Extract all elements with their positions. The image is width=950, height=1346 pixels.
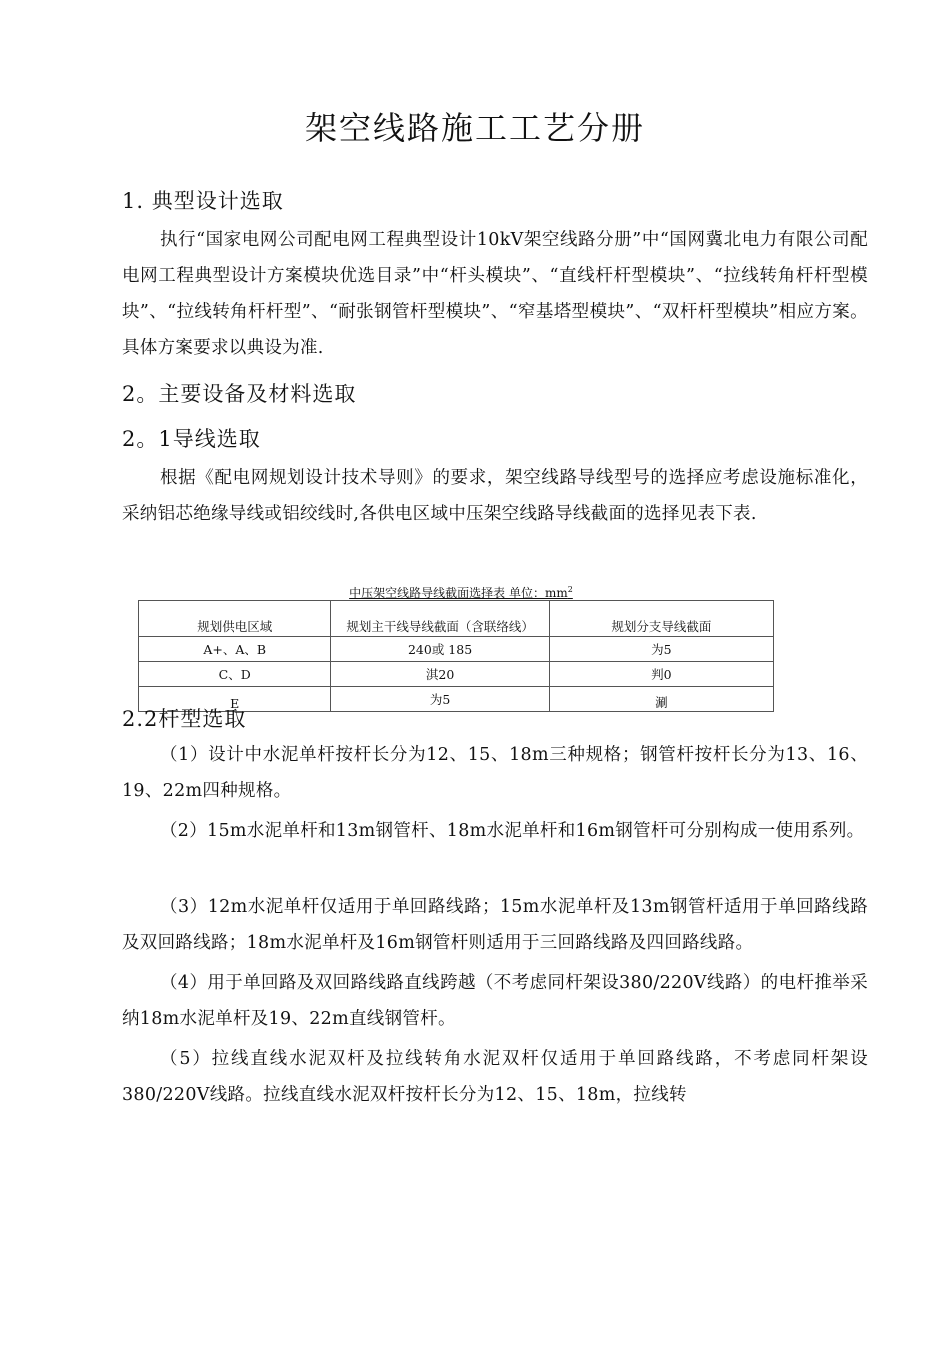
table-caption-superscript: 2 xyxy=(567,585,573,594)
table-cell: C、D xyxy=(139,662,331,687)
table-cell: 为5 xyxy=(549,637,773,662)
table-header-cell: 规划分支导线截面 xyxy=(549,601,773,637)
section1-heading: 1. 典型设计选取 xyxy=(122,189,284,213)
table-cell: A+、A、B xyxy=(139,637,331,662)
conductor-section-table xyxy=(138,600,774,712)
section2-1-heading: 2。1导线选取 xyxy=(122,427,261,451)
pole-paragraph-2: （2）15m水泥单杆和13m钢管杆、18m水泥单杆和16m钢管杆可分别构成一使用系列。 xyxy=(160,821,865,841)
table-caption-text: 中压架空线路导线截面选择表 单位：mm xyxy=(349,586,568,600)
pole-paragraph-3: （3）12m水泥单杆仅适用于单回路线路；15m水泥单杆及13m钢管杆适用于单回路线路及双回路线路；18m水泥单杆及16m钢管杆则适用于三回路线路及四回路线路。 xyxy=(122,897,868,953)
table-cell: E xyxy=(139,687,331,712)
table-header-cell: 规划供电区域 xyxy=(139,601,331,637)
table-header-row xyxy=(139,601,774,637)
document-title: 架空线路施工工艺分册 xyxy=(304,109,645,147)
pole-paragraph-5: （5）拉线直线水泥双杆及拉线转角水泥双杆仅适用于单回路线路，不考虑同杆架设380/220V线路。拉线直线水泥双杆按杆长分为12、15、18m，拉线转 xyxy=(122,1049,868,1105)
table-row xyxy=(139,637,774,662)
pole-paragraph-1: （1）设计中水泥单杆按杆长分为12、15、18m三种规格；钢管杆按杆长分为13、16、19、22m四种规格。 xyxy=(122,745,868,801)
section1-paragraph: 执行“国家电网公司配电网工程典型设计10kV架空线路分册”中“国网冀北电力有限公司配电网工程典型设计方案模块优选目录”中“杆头模块”、“直线杆杆型模块”、“拉线转角杆杆型模块”、“拉线转角杆杆型”、“耐张钢管杆型模块”、“窄基塔型模块”、“双杆杆型模块”相应方案。具体方案要求以典设为准. xyxy=(122,230,868,358)
table-cell: 为5 xyxy=(331,687,549,712)
section2-2-heading: 2.2杆型选取 xyxy=(122,707,247,731)
table-caption xyxy=(0,582,922,601)
table-header-cell: 规划主干线导线截面（含联络线） xyxy=(331,601,549,637)
section2-1-paragraph: 根据《配电网规划设计技术导则》的要求，架空线路导线型号的选择应考虑设施标准化，采纳铝芯绝缘导线或铝绞线时,各供电区域中压架空线路导线截面的选择见表下表. xyxy=(122,468,868,524)
table-cell: 判0 xyxy=(549,662,773,687)
table-cell: 淇20 xyxy=(331,662,549,687)
table-row xyxy=(139,662,774,687)
table-cell: 涮 xyxy=(549,687,773,712)
section2-heading: 2。主要设备及材料选取 xyxy=(122,382,357,406)
pole-paragraph-4: （4）用于单回路及双回路线路直线跨越（不考虑同杆架设380/220V线路）的电杆推举采纳18m水泥单杆及19、22m直线钢管杆。 xyxy=(122,973,868,1029)
table-cell: 240或 185 xyxy=(331,637,549,662)
